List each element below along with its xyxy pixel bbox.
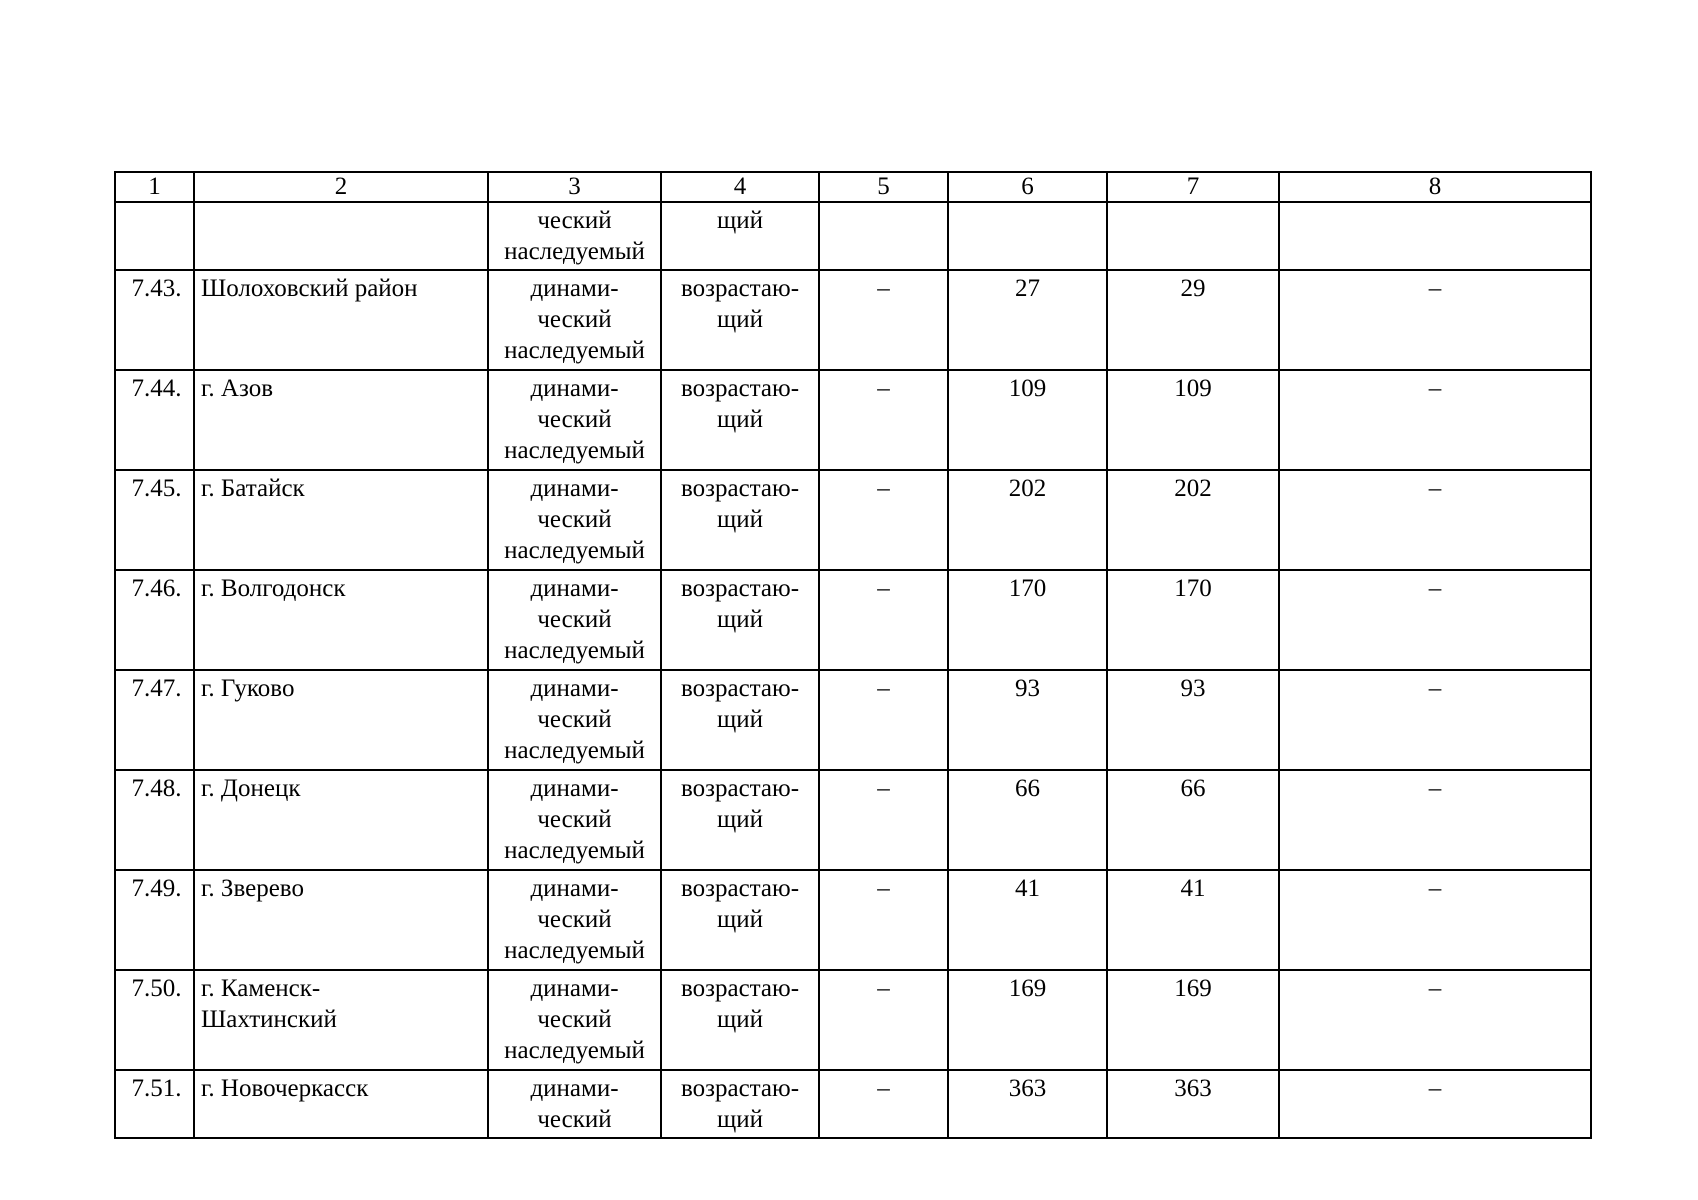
table-row xyxy=(115,1070,1591,1138)
empty-cell xyxy=(819,202,948,270)
table-row xyxy=(115,270,1591,370)
text-line: ческий xyxy=(537,506,612,533)
territory-name-cell xyxy=(194,970,488,1070)
item-number-cell: 7.49. xyxy=(115,870,194,970)
indicator-type-cell xyxy=(488,670,661,770)
table-row xyxy=(115,970,1591,1070)
column-5-value-cell: – xyxy=(819,1070,948,1138)
indicator-type-cell xyxy=(488,770,661,870)
text-line: ческий xyxy=(537,207,612,234)
trend-cell xyxy=(661,202,819,270)
text-line: динами- xyxy=(530,975,619,1002)
column-8-value-cell: – xyxy=(1279,570,1591,670)
column-5-value-cell: – xyxy=(819,270,948,370)
column-5-value-cell: – xyxy=(819,470,948,570)
text-line: щий xyxy=(716,806,763,833)
column-6-value-cell: 170 xyxy=(948,570,1107,670)
text-line: возрастаю- xyxy=(680,275,800,302)
text-line: г. Азов xyxy=(201,375,274,402)
item-number-cell: 7.47. xyxy=(115,670,194,770)
text-line: щий xyxy=(716,906,763,933)
text-line: наследуемый xyxy=(504,537,645,564)
text-line: динами- xyxy=(530,675,619,702)
text-line: г. Гуково xyxy=(201,675,295,702)
trend-cell xyxy=(661,1070,819,1138)
text-line: щий xyxy=(716,1106,763,1133)
text-line: ческий xyxy=(537,306,612,333)
text-line: возрастаю- xyxy=(680,475,800,502)
column-5-value-cell: – xyxy=(819,570,948,670)
column-number-cell: 7 xyxy=(1107,172,1279,202)
text-line: ческий xyxy=(537,906,612,933)
empty-cell xyxy=(115,202,194,270)
text-line: динами- xyxy=(530,775,619,802)
text-line: наследуемый xyxy=(504,937,645,964)
column-6-value-cell: 109 xyxy=(948,370,1107,470)
text-line: наследуемый xyxy=(504,737,645,764)
indicator-type-cell xyxy=(488,970,661,1070)
text-line: наследуемый xyxy=(504,837,645,864)
text-line: ческий xyxy=(537,806,612,833)
indicator-type-cell xyxy=(488,270,661,370)
column-8-value-cell: – xyxy=(1279,870,1591,970)
table-row xyxy=(115,470,1591,570)
text-line: возрастаю- xyxy=(680,875,800,902)
territory-name-cell xyxy=(194,470,488,570)
text-line: возрастаю- xyxy=(680,975,800,1002)
text-line: г. Новочеркасск xyxy=(201,1075,369,1102)
text-line: возрастаю- xyxy=(680,775,800,802)
continuation-row xyxy=(115,202,1591,270)
text-line: г. Донецк xyxy=(201,775,301,802)
text-line: щий xyxy=(716,606,763,633)
column-8-value-cell: – xyxy=(1279,970,1591,1070)
text-line: наследуемый xyxy=(504,1037,645,1064)
column-5-value-cell: – xyxy=(819,970,948,1070)
table-body xyxy=(115,172,1591,1138)
column-6-value-cell: 202 xyxy=(948,470,1107,570)
text-line: динами- xyxy=(530,1075,619,1102)
column-number-cell: 8 xyxy=(1279,172,1591,202)
column-8-value-cell: – xyxy=(1279,470,1591,570)
column-7-value-cell: 93 xyxy=(1107,670,1279,770)
column-number-cell: 6 xyxy=(948,172,1107,202)
column-6-value-cell: 363 xyxy=(948,1070,1107,1138)
trend-cell xyxy=(661,970,819,1070)
empty-cell xyxy=(1107,202,1279,270)
text-line: динами- xyxy=(530,275,619,302)
column-number-cell: 3 xyxy=(488,172,661,202)
text-line: щий xyxy=(716,706,763,733)
text-line: наследуемый xyxy=(504,238,645,265)
territory-name-cell xyxy=(194,770,488,870)
data-table xyxy=(114,171,1592,1139)
column-8-value-cell: – xyxy=(1279,770,1591,870)
column-7-value-cell: 66 xyxy=(1107,770,1279,870)
column-5-value-cell: – xyxy=(819,770,948,870)
indicator-type-cell xyxy=(488,1070,661,1138)
column-number-cell: 2 xyxy=(194,172,488,202)
text-line: Шахтинский xyxy=(201,1006,337,1033)
text-line: ческий xyxy=(537,1106,612,1133)
column-7-value-cell: 169 xyxy=(1107,970,1279,1070)
text-line: щий xyxy=(716,406,763,433)
item-number-cell: 7.43. xyxy=(115,270,194,370)
text-line: щий xyxy=(716,1006,763,1033)
column-7-value-cell: 29 xyxy=(1107,270,1279,370)
indicator-type-cell xyxy=(488,202,661,270)
trend-cell xyxy=(661,470,819,570)
text-line: динами- xyxy=(530,475,619,502)
text-line: ческий xyxy=(537,406,612,433)
trend-cell xyxy=(661,770,819,870)
column-8-value-cell: – xyxy=(1279,270,1591,370)
territory-name-cell xyxy=(194,870,488,970)
territory-name-cell xyxy=(194,370,488,470)
trend-cell xyxy=(661,570,819,670)
column-7-value-cell: 41 xyxy=(1107,870,1279,970)
column-6-value-cell: 41 xyxy=(948,870,1107,970)
column-8-value-cell: – xyxy=(1279,1070,1591,1138)
table-row xyxy=(115,870,1591,970)
column-7-value-cell: 363 xyxy=(1107,1070,1279,1138)
text-line: возрастаю- xyxy=(680,375,800,402)
column-8-value-cell: – xyxy=(1279,670,1591,770)
text-line: динами- xyxy=(530,375,619,402)
text-line: щий xyxy=(716,306,763,333)
text-line: г. Батайск xyxy=(201,475,305,502)
text-line: динами- xyxy=(530,575,619,602)
column-number-cell: 4 xyxy=(661,172,819,202)
text-line: наследуемый xyxy=(504,437,645,464)
text-line: ческий xyxy=(537,606,612,633)
text-line: ческий xyxy=(537,706,612,733)
empty-cell xyxy=(948,202,1107,270)
trend-cell xyxy=(661,870,819,970)
column-number-cell: 1 xyxy=(115,172,194,202)
column-7-value-cell: 109 xyxy=(1107,370,1279,470)
item-number-cell: 7.46. xyxy=(115,570,194,670)
indicator-type-cell xyxy=(488,570,661,670)
territory-name-cell xyxy=(194,270,488,370)
column-6-value-cell: 27 xyxy=(948,270,1107,370)
column-6-value-cell: 169 xyxy=(948,970,1107,1070)
trend-cell xyxy=(661,270,819,370)
text-line: Шолоховский район xyxy=(201,275,418,302)
indicator-type-cell xyxy=(488,870,661,970)
column-7-value-cell: 202 xyxy=(1107,470,1279,570)
text-line: щий xyxy=(716,506,763,533)
column-6-value-cell: 66 xyxy=(948,770,1107,870)
text-line: щий xyxy=(716,207,763,234)
text-line: ческий xyxy=(537,1006,612,1033)
text-line: наследуемый xyxy=(504,337,645,364)
text-line: возрастаю- xyxy=(680,675,800,702)
item-number-cell: 7.45. xyxy=(115,470,194,570)
table-row xyxy=(115,670,1591,770)
table-row xyxy=(115,370,1591,470)
territory-name-cell xyxy=(194,670,488,770)
table-row xyxy=(115,570,1591,670)
column-7-value-cell: 170 xyxy=(1107,570,1279,670)
empty-cell xyxy=(1279,202,1591,270)
trend-cell xyxy=(661,370,819,470)
text-line: г. Каменск- xyxy=(201,975,321,1002)
territory-name-cell xyxy=(194,1070,488,1138)
item-number-cell: 7.50. xyxy=(115,970,194,1070)
item-number-cell: 7.51. xyxy=(115,1070,194,1138)
column-number-header-row xyxy=(115,172,1591,202)
territory-name-cell xyxy=(194,570,488,670)
column-5-value-cell: – xyxy=(819,370,948,470)
empty-cell xyxy=(194,202,488,270)
column-number-cell: 5 xyxy=(819,172,948,202)
trend-cell xyxy=(661,670,819,770)
text-line: г. Зверево xyxy=(201,875,304,902)
text-line: г. Волгодонск xyxy=(201,575,346,602)
indicator-type-cell xyxy=(488,470,661,570)
column-6-value-cell: 93 xyxy=(948,670,1107,770)
table-row xyxy=(115,770,1591,870)
text-line: динами- xyxy=(530,875,619,902)
column-5-value-cell: – xyxy=(819,870,948,970)
column-8-value-cell: – xyxy=(1279,370,1591,470)
indicator-type-cell xyxy=(488,370,661,470)
item-number-cell: 7.48. xyxy=(115,770,194,870)
text-line: возрастаю- xyxy=(680,575,800,602)
column-5-value-cell: – xyxy=(819,670,948,770)
text-line: возрастаю- xyxy=(680,1075,800,1102)
item-number-cell: 7.44. xyxy=(115,370,194,470)
text-line: наследуемый xyxy=(504,637,645,664)
